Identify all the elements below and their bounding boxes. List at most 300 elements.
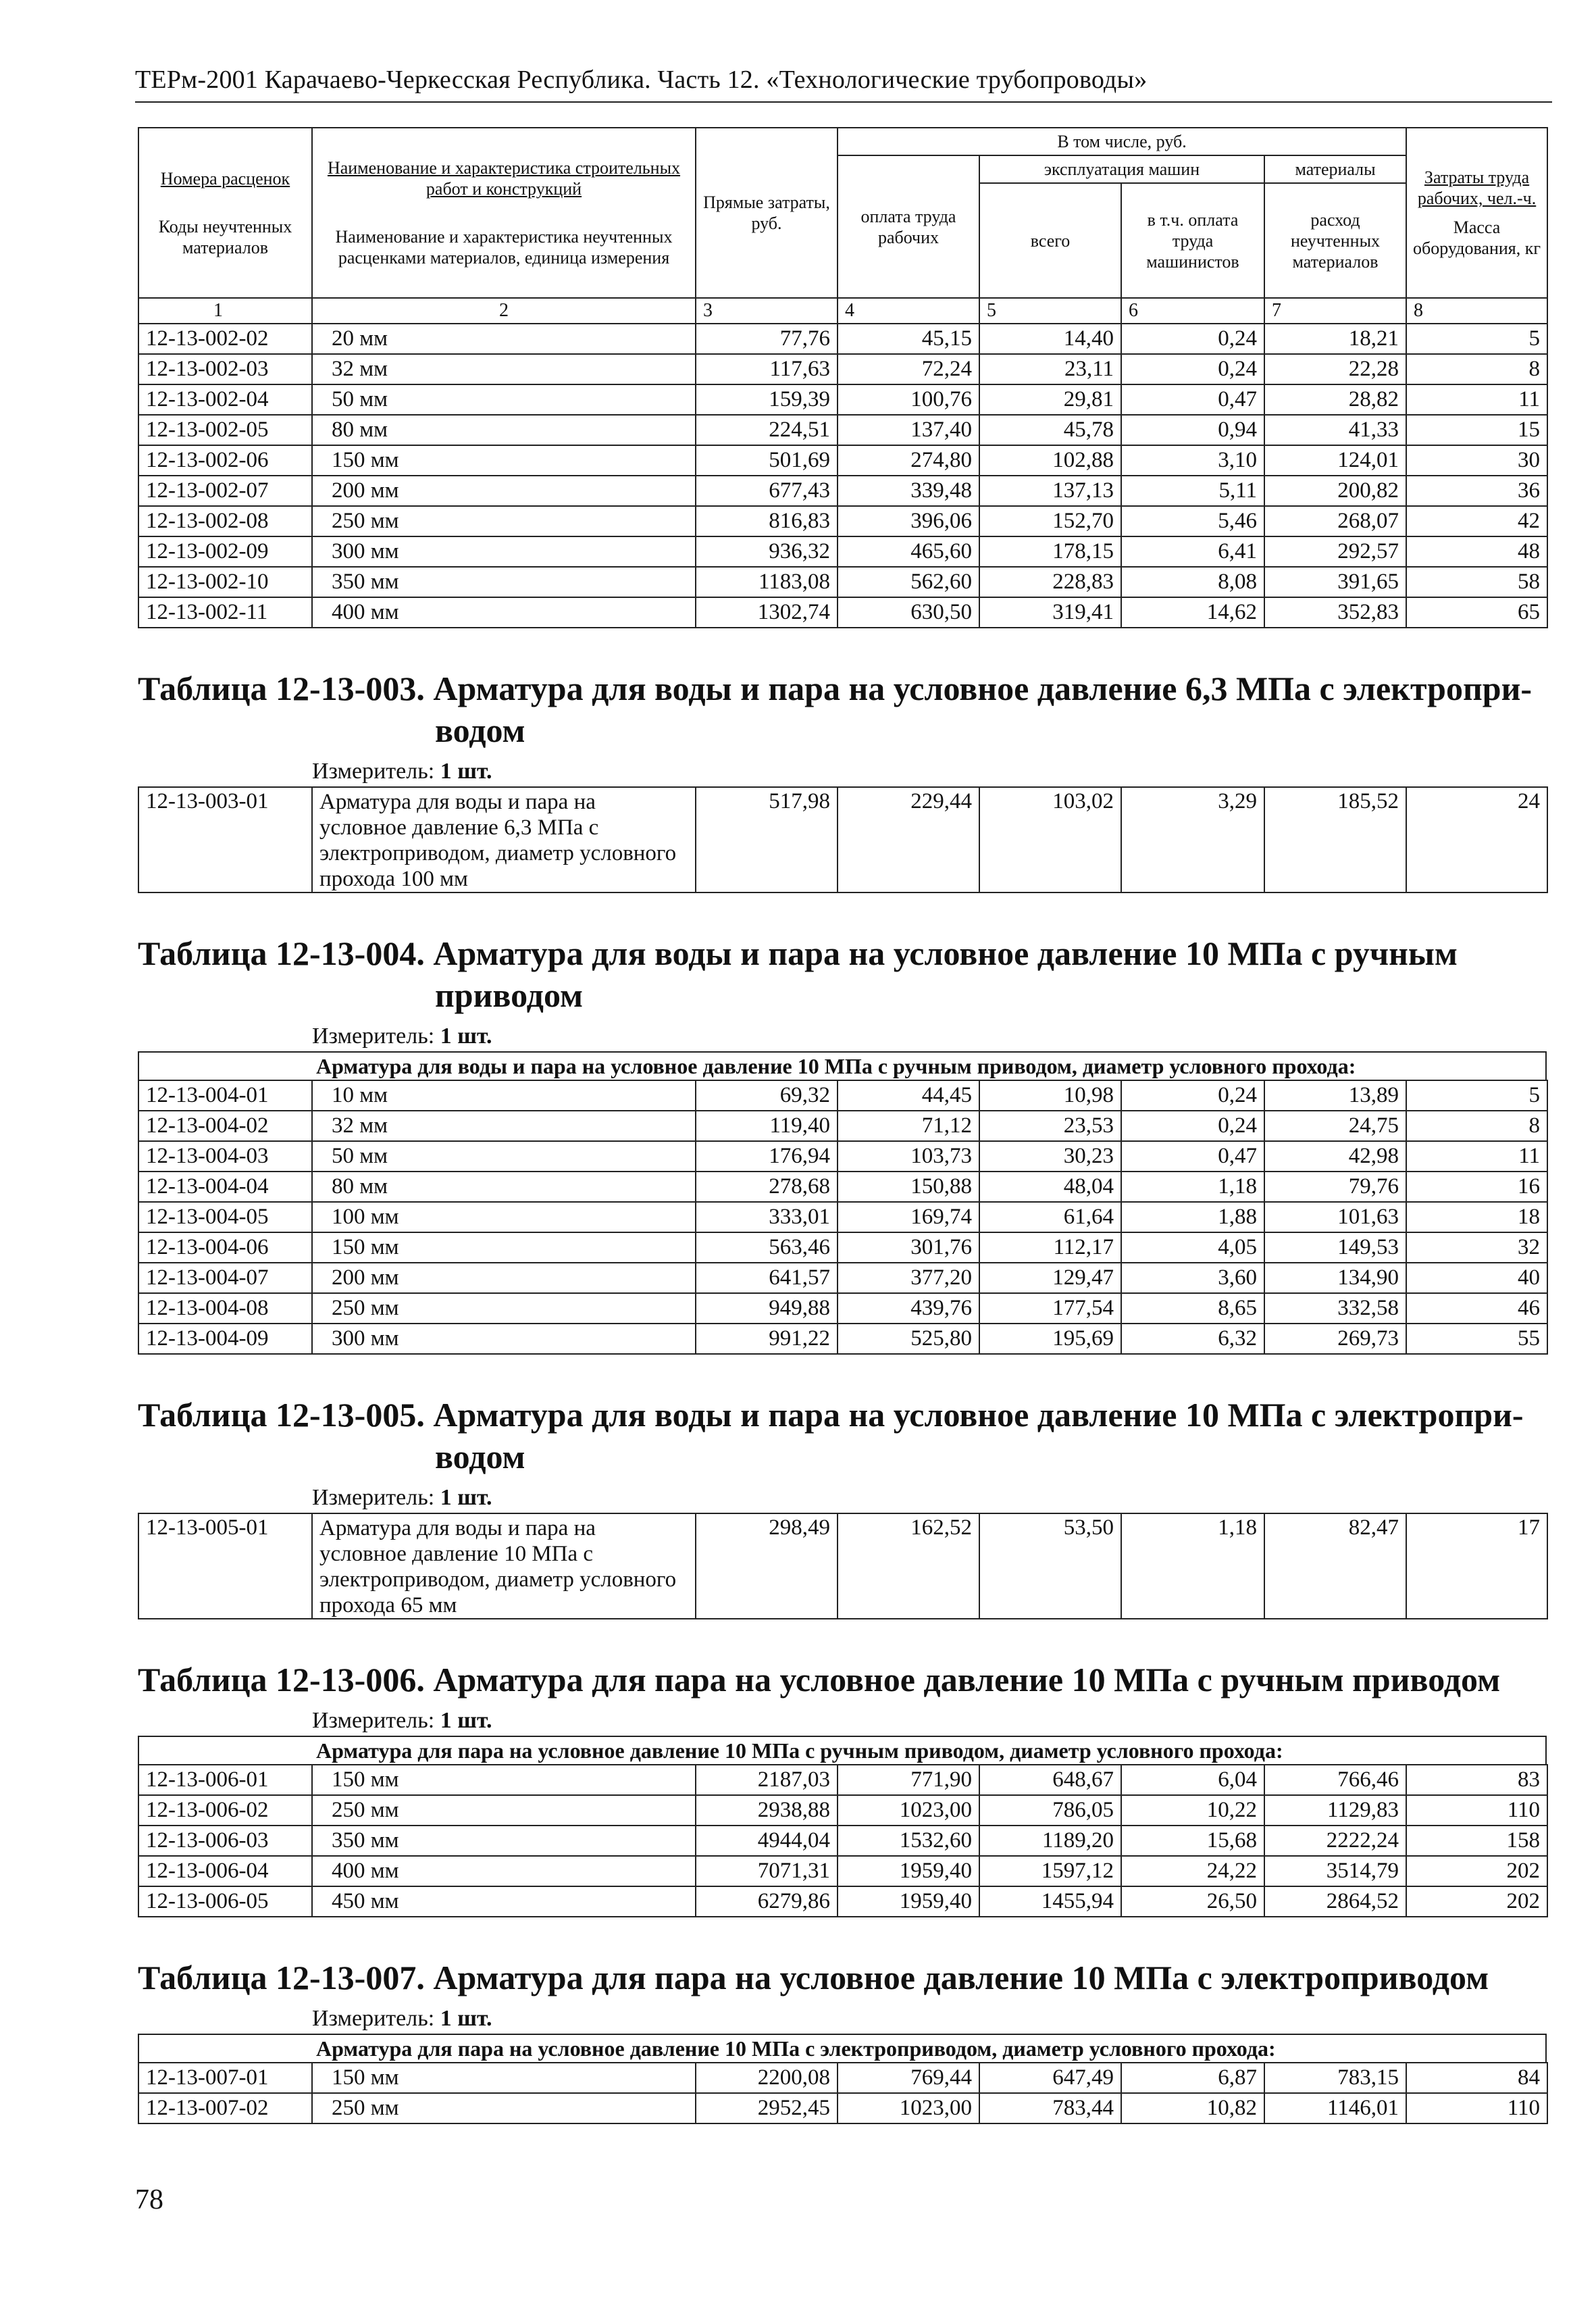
- table-007-note: Арматура для пара на условное давление 10 МПа с электроприводом, диаметр условного прохода:: [138, 2034, 1547, 2062]
- table-row: [138, 415, 1547, 445]
- labor-mass-cell: 46: [1406, 1293, 1547, 1324]
- work-name-cell: 350 мм: [312, 567, 696, 597]
- worker-pay-cell: 439,76: [838, 1293, 979, 1324]
- labor-mass-cell: 202: [1406, 1856, 1547, 1886]
- material-usage-cell: 783,15: [1264, 2063, 1406, 2093]
- work-name-cell: 32 мм: [312, 1111, 696, 1141]
- table-header-row: [138, 128, 1547, 155]
- operator-pay-cell: 14,62: [1121, 597, 1264, 628]
- material-usage-cell: 200,82: [1264, 476, 1406, 506]
- worker-pay-cell: 630,50: [838, 597, 979, 628]
- direct-costs-cell: 333,01: [696, 1202, 838, 1232]
- machine-total-cell: 648,67: [979, 1765, 1121, 1795]
- table-006-rows: [138, 1765, 1547, 1917]
- work-name-cell: 400 мм: [312, 597, 696, 628]
- material-usage-cell: 149,53: [1264, 1232, 1406, 1263]
- direct-costs-cell: 641,57: [696, 1263, 838, 1293]
- work-name-cell: 50 мм: [312, 1141, 696, 1172]
- table-003: [138, 786, 1548, 893]
- machine-total-cell: 647,49: [979, 2063, 1121, 2093]
- operator-pay-cell: 1,88: [1121, 1202, 1264, 1232]
- labor-mass-cell: 110: [1406, 2093, 1547, 2123]
- operator-pay-cell: 8,65: [1121, 1293, 1264, 1324]
- work-name-cell: 200 мм: [312, 476, 696, 506]
- operator-pay-cell: 5,11: [1121, 476, 1264, 506]
- direct-costs-cell: 119,40: [696, 1111, 838, 1141]
- table-004: [138, 1080, 1548, 1355]
- operator-pay-cell: 3,10: [1121, 445, 1264, 476]
- rate-code-cell: 12-13-002-08: [138, 506, 312, 536]
- table-row: [138, 1324, 1547, 1354]
- material-usage-cell: 1129,83: [1264, 1795, 1406, 1826]
- material-usage-cell: 3514,79: [1264, 1856, 1406, 1886]
- table-006-note: Арматура для пара на условное давление 10 МПа с ручным приводом, диаметр условного прохода:: [138, 1736, 1547, 1764]
- labor-mass-cell: 32: [1406, 1232, 1547, 1263]
- machine-total-cell: 30,23: [979, 1141, 1121, 1172]
- column-number: 5: [979, 298, 1121, 324]
- header-work-name: Наименование и характеристика строительных работ и конструкций Наименование и характеристика неучтенных расценками материалов, единица измерения: [312, 128, 696, 298]
- operator-pay-cell: 10,22: [1121, 1795, 1264, 1826]
- operator-pay-cell: 0,24: [1121, 354, 1264, 384]
- material-usage-cell: 13,89: [1264, 1080, 1406, 1111]
- labor-mass-cell: 11: [1406, 384, 1547, 415]
- material-usage-cell: 1146,01: [1264, 2093, 1406, 2123]
- header-labor-mass: Затраты труда рабочих, чел.-ч. Масса оборудования, кг: [1406, 128, 1547, 298]
- table-004-measure: Измеритель: 1 шт.: [312, 1024, 492, 1049]
- material-usage-cell: 28,82: [1264, 384, 1406, 415]
- work-name-cell: 150 мм: [312, 1232, 696, 1263]
- work-name-cell: 150 мм: [312, 1765, 696, 1795]
- labor-mass-cell: 36: [1406, 476, 1547, 506]
- labor-mass-cell: 65: [1406, 597, 1547, 628]
- worker-pay-cell: 1959,40: [838, 1886, 979, 1917]
- rate-code-cell: 12-13-004-07: [138, 1263, 312, 1293]
- labor-mass-cell: 18: [1406, 1202, 1547, 1232]
- header-worker-pay: оплата труда рабочих: [838, 155, 979, 298]
- operator-pay-cell: 3,60: [1121, 1263, 1264, 1293]
- table-row: [138, 476, 1547, 506]
- direct-costs-cell: 677,43: [696, 476, 838, 506]
- labor-mass-cell: 55: [1406, 1324, 1547, 1354]
- rate-code-cell: 12-13-003-01: [138, 787, 312, 892]
- work-name-cell: 150 мм: [312, 2063, 696, 2093]
- machine-total-cell: 129,47: [979, 1263, 1121, 1293]
- work-name-cell: 50 мм: [312, 384, 696, 415]
- rate-code-cell: 12-13-006-03: [138, 1826, 312, 1856]
- labor-mass-cell: 24: [1406, 787, 1547, 892]
- material-usage-cell: 391,65: [1264, 567, 1406, 597]
- operator-pay-cell: 24,22: [1121, 1856, 1264, 1886]
- table-row: [138, 2093, 1547, 2123]
- page-header: ТЕРм-2001 Карачаево-Черкесская Республика. Часть 12. «Технологические трубопроводы»: [135, 66, 1148, 94]
- direct-costs-cell: 936,32: [696, 536, 838, 567]
- rate-code-cell: 12-13-004-08: [138, 1293, 312, 1324]
- work-name-cell: Арматура для воды и пара на условное давление 10 МПа с электроприводом, диаметр условного прохода 65 мм: [312, 1513, 696, 1619]
- column-number-row: [138, 298, 1547, 324]
- labor-mass-cell: 8: [1406, 1111, 1547, 1141]
- header-incl-group: В том числе, руб.: [838, 128, 1406, 155]
- table-005: [138, 1513, 1548, 1619]
- column-number: 4: [838, 298, 979, 324]
- machine-total-cell: 48,04: [979, 1172, 1121, 1202]
- rate-code-cell: 12-13-007-01: [138, 2063, 312, 2093]
- labor-mass-cell: 158: [1406, 1826, 1547, 1856]
- header-divider: [135, 101, 1552, 103]
- direct-costs-cell: 7071,31: [696, 1856, 838, 1886]
- work-name-cell: 80 мм: [312, 1172, 696, 1202]
- table-004-note: Арматура для воды и пара на условное давление 10 МПа с ручным приводом, диаметр условного прохода:: [138, 1051, 1547, 1080]
- machine-total-cell: 228,83: [979, 567, 1121, 597]
- worker-pay-cell: 1023,00: [838, 1795, 979, 1826]
- column-number: 8: [1406, 298, 1547, 324]
- worker-pay-cell: 1532,60: [838, 1826, 979, 1856]
- header-materials: материалы: [1264, 155, 1406, 183]
- worker-pay-cell: 72,24: [838, 354, 979, 384]
- machine-total-cell: 319,41: [979, 597, 1121, 628]
- table-row: [138, 2063, 1547, 2093]
- work-name-cell: 80 мм: [312, 415, 696, 445]
- labor-mass-cell: 48: [1406, 536, 1547, 567]
- table-004-rows: [138, 1080, 1547, 1354]
- worker-pay-cell: 562,60: [838, 567, 979, 597]
- work-name-cell: 250 мм: [312, 1795, 696, 1826]
- work-name-cell: 250 мм: [312, 1293, 696, 1324]
- labor-mass-cell: 30: [1406, 445, 1547, 476]
- rate-code-cell: 12-13-002-03: [138, 354, 312, 384]
- work-name-cell: 20 мм: [312, 324, 696, 354]
- worker-pay-cell: 162,52: [838, 1513, 979, 1619]
- material-usage-cell: 82,47: [1264, 1513, 1406, 1619]
- machine-total-cell: 23,11: [979, 354, 1121, 384]
- material-usage-cell: 332,58: [1264, 1293, 1406, 1324]
- rate-code-cell: 12-13-004-06: [138, 1232, 312, 1263]
- worker-pay-cell: 769,44: [838, 2063, 979, 2093]
- work-name-cell: 32 мм: [312, 354, 696, 384]
- operator-pay-cell: 10,82: [1121, 2093, 1264, 2123]
- labor-mass-cell: 17: [1406, 1513, 1547, 1619]
- column-number: 6: [1121, 298, 1264, 324]
- material-usage-cell: 79,76: [1264, 1172, 1406, 1202]
- operator-pay-cell: 0,24: [1121, 324, 1264, 354]
- material-usage-cell: 352,83: [1264, 597, 1406, 628]
- rate-code-cell: 12-13-006-01: [138, 1765, 312, 1795]
- operator-pay-cell: 0,47: [1121, 384, 1264, 415]
- rate-code-cell: 12-13-004-05: [138, 1202, 312, 1232]
- material-usage-cell: 24,75: [1264, 1111, 1406, 1141]
- rate-code-cell: 12-13-004-09: [138, 1324, 312, 1354]
- header-operator-pay: в т.ч. оплата труда машинистов: [1121, 183, 1264, 298]
- table-row: [138, 1795, 1547, 1826]
- rate-code-cell: 12-13-002-11: [138, 597, 312, 628]
- table-row: [138, 1293, 1547, 1324]
- direct-costs-cell: 563,46: [696, 1232, 838, 1263]
- direct-costs-cell: 224,51: [696, 415, 838, 445]
- worker-pay-cell: 1023,00: [838, 2093, 979, 2123]
- labor-mass-cell: 5: [1406, 1080, 1547, 1111]
- worker-pay-cell: 150,88: [838, 1172, 979, 1202]
- direct-costs-cell: 159,39: [696, 384, 838, 415]
- column-number: 7: [1264, 298, 1406, 324]
- machine-total-cell: 102,88: [979, 445, 1121, 476]
- material-usage-cell: 766,46: [1264, 1765, 1406, 1795]
- work-name-cell: 200 мм: [312, 1263, 696, 1293]
- table-row: [138, 324, 1547, 354]
- page-number: 78: [135, 2184, 163, 2215]
- table-003-measure: Измеритель: 1 шт.: [312, 759, 492, 784]
- material-usage-cell: 185,52: [1264, 787, 1406, 892]
- table-003-rows: [138, 787, 1547, 892]
- worker-pay-cell: 301,76: [838, 1232, 979, 1263]
- header-total: всего: [979, 183, 1121, 298]
- machine-total-cell: 177,54: [979, 1293, 1121, 1324]
- worker-pay-cell: 169,74: [838, 1202, 979, 1232]
- table-row: [138, 1111, 1547, 1141]
- operator-pay-cell: 0,24: [1121, 1080, 1264, 1111]
- rate-code-cell: 12-13-006-04: [138, 1856, 312, 1886]
- work-name-cell: Арматура для воды и пара на условное давление 6,3 МПа с электроприводом, диаметр условного прохода 100 мм: [312, 787, 696, 892]
- labor-mass-cell: 5: [1406, 324, 1547, 354]
- column-number: 1: [138, 298, 312, 324]
- worker-pay-cell: 396,06: [838, 506, 979, 536]
- worker-pay-cell: 771,90: [838, 1765, 979, 1795]
- material-usage-cell: 18,21: [1264, 324, 1406, 354]
- column-number: 2: [312, 298, 696, 324]
- direct-costs-cell: 2952,45: [696, 2093, 838, 2123]
- labor-mass-cell: 42: [1406, 506, 1547, 536]
- operator-pay-cell: 26,50: [1121, 1886, 1264, 1917]
- labor-mass-cell: 110: [1406, 1795, 1547, 1826]
- material-usage-cell: 101,63: [1264, 1202, 1406, 1232]
- rate-code-cell: 12-13-006-02: [138, 1795, 312, 1826]
- labor-mass-cell: 84: [1406, 2063, 1547, 2093]
- material-usage-cell: 42,98: [1264, 1141, 1406, 1172]
- direct-costs-cell: 2938,88: [696, 1795, 838, 1826]
- material-usage-cell: 292,57: [1264, 536, 1406, 567]
- rate-code-cell: 12-13-002-02: [138, 324, 312, 354]
- table-row: [138, 787, 1547, 892]
- direct-costs-cell: 501,69: [696, 445, 838, 476]
- work-name-cell: 150 мм: [312, 445, 696, 476]
- operator-pay-cell: 1,18: [1121, 1172, 1264, 1202]
- table-row: [138, 597, 1547, 628]
- rate-code-cell: 12-13-004-01: [138, 1080, 312, 1111]
- direct-costs-cell: 117,63: [696, 354, 838, 384]
- operator-pay-cell: 0,24: [1121, 1111, 1264, 1141]
- operator-pay-cell: 1,18: [1121, 1513, 1264, 1619]
- worker-pay-cell: 45,15: [838, 324, 979, 354]
- rate-code-cell: 12-13-002-05: [138, 415, 312, 445]
- labor-mass-cell: 11: [1406, 1141, 1547, 1172]
- table-004-title: Таблица 12-13-004. Арматура для воды и пара на условное давление 10 МПа с ручным приводом: [138, 934, 1458, 1014]
- header-rate-codes: Номера расценок Коды неучтенных материалов: [138, 128, 312, 298]
- direct-costs-cell: 77,76: [696, 324, 838, 354]
- operator-pay-cell: 0,47: [1121, 1141, 1264, 1172]
- direct-costs-cell: 4944,04: [696, 1826, 838, 1856]
- work-name-cell: 400 мм: [312, 1856, 696, 1886]
- machine-total-cell: 152,70: [979, 506, 1121, 536]
- machine-total-cell: 178,15: [979, 536, 1121, 567]
- table-006-measure: Измеритель: 1 шт.: [312, 1708, 492, 1733]
- direct-costs-cell: 69,32: [696, 1080, 838, 1111]
- direct-costs-cell: 1302,74: [696, 597, 838, 628]
- table-007-title: Таблица 12-13-007. Арматура для пара на условное давление 10 МПа с электроприводом: [138, 1959, 1489, 1996]
- table-row: [138, 1886, 1547, 1917]
- machine-total-cell: 1597,12: [979, 1856, 1121, 1886]
- work-name-cell: 250 мм: [312, 506, 696, 536]
- direct-costs-cell: 949,88: [696, 1293, 838, 1324]
- labor-mass-cell: 8: [1406, 354, 1547, 384]
- rate-code-cell: 12-13-002-04: [138, 384, 312, 415]
- table-row: [138, 1202, 1547, 1232]
- machine-total-cell: 137,13: [979, 476, 1121, 506]
- worker-pay-cell: 465,60: [838, 536, 979, 567]
- material-usage-cell: 22,28: [1264, 354, 1406, 384]
- table-002-rows: [138, 324, 1547, 628]
- machine-total-cell: 112,17: [979, 1232, 1121, 1263]
- operator-pay-cell: 6,87: [1121, 2063, 1264, 2093]
- direct-costs-cell: 991,22: [696, 1324, 838, 1354]
- rate-code-cell: 12-13-002-07: [138, 476, 312, 506]
- material-usage-cell: 2222,24: [1264, 1826, 1406, 1856]
- material-usage-cell: 134,90: [1264, 1263, 1406, 1293]
- worker-pay-cell: 274,80: [838, 445, 979, 476]
- operator-pay-cell: 3,29: [1121, 787, 1264, 892]
- machine-total-cell: 1189,20: [979, 1826, 1121, 1856]
- material-usage-cell: 124,01: [1264, 445, 1406, 476]
- rate-code-cell: 12-13-004-04: [138, 1172, 312, 1202]
- worker-pay-cell: 525,80: [838, 1324, 979, 1354]
- table-003-title: Таблица 12-13-003. Арматура для воды и пара на условное давление 6,3 МПа с электропри- водом: [138, 670, 1533, 749]
- table-row: [138, 567, 1547, 597]
- machine-total-cell: 23,53: [979, 1111, 1121, 1141]
- operator-pay-cell: 5,46: [1121, 506, 1264, 536]
- direct-costs-cell: 816,83: [696, 506, 838, 536]
- labor-mass-cell: 15: [1406, 415, 1547, 445]
- work-name-cell: 300 мм: [312, 1324, 696, 1354]
- table-row: [138, 354, 1547, 384]
- material-usage-cell: 2864,52: [1264, 1886, 1406, 1917]
- rate-code-cell: 12-13-006-05: [138, 1886, 312, 1917]
- operator-pay-cell: 8,08: [1121, 567, 1264, 597]
- table-row: [138, 1765, 1547, 1795]
- operator-pay-cell: 6,41: [1121, 536, 1264, 567]
- material-usage-cell: 41,33: [1264, 415, 1406, 445]
- rate-code-cell: 12-13-002-09: [138, 536, 312, 567]
- worker-pay-cell: 1959,40: [838, 1856, 979, 1886]
- direct-costs-cell: 6279,86: [696, 1886, 838, 1917]
- rate-code-cell: 12-13-002-06: [138, 445, 312, 476]
- table-005-measure: Измеритель: 1 шт.: [312, 1485, 492, 1510]
- operator-pay-cell: 0,94: [1121, 415, 1264, 445]
- operator-pay-cell: 15,68: [1121, 1826, 1264, 1856]
- work-name-cell: 300 мм: [312, 536, 696, 567]
- header-direct-costs: Прямые затраты, руб.: [696, 128, 838, 298]
- direct-costs-cell: 2200,08: [696, 2063, 838, 2093]
- table-007-rows: [138, 2063, 1547, 2123]
- work-name-cell: 250 мм: [312, 2093, 696, 2123]
- table-row: [138, 1172, 1547, 1202]
- direct-costs-cell: 517,98: [696, 787, 838, 892]
- worker-pay-cell: 137,40: [838, 415, 979, 445]
- worker-pay-cell: 339,48: [838, 476, 979, 506]
- table-row: [138, 1513, 1547, 1619]
- machine-total-cell: 29,81: [979, 384, 1121, 415]
- direct-costs-cell: 2187,03: [696, 1765, 838, 1795]
- direct-costs-cell: 298,49: [696, 1513, 838, 1619]
- rate-code-cell: 12-13-005-01: [138, 1513, 312, 1619]
- worker-pay-cell: 100,76: [838, 384, 979, 415]
- rate-code-cell: 12-13-007-02: [138, 2093, 312, 2123]
- labor-mass-cell: 58: [1406, 567, 1547, 597]
- direct-costs-cell: 176,94: [696, 1141, 838, 1172]
- work-name-cell: 350 мм: [312, 1826, 696, 1856]
- work-name-cell: 450 мм: [312, 1886, 696, 1917]
- labor-mass-cell: 16: [1406, 1172, 1547, 1202]
- material-usage-cell: 269,73: [1264, 1324, 1406, 1354]
- table-006-title: Таблица 12-13-006. Арматура для пара на условное давление 10 МПа с ручным приводом: [138, 1661, 1501, 1699]
- table-row: [138, 1141, 1547, 1172]
- table-006: [138, 1764, 1548, 1917]
- table-row: [138, 1232, 1547, 1263]
- rate-code-cell: 12-13-004-03: [138, 1141, 312, 1172]
- table-row: [138, 1826, 1547, 1856]
- table-row: [138, 1080, 1547, 1111]
- machine-total-cell: 61,64: [979, 1202, 1121, 1232]
- table-row: [138, 536, 1547, 567]
- table-007-measure: Измеритель: 1 шт.: [312, 2006, 492, 2031]
- table-row: [138, 1856, 1547, 1886]
- direct-costs-cell: 1183,08: [696, 567, 838, 597]
- work-name-cell: 100 мм: [312, 1202, 696, 1232]
- header-material-usage: расход неучтенных материалов: [1264, 183, 1406, 298]
- document-body: [138, 127, 1547, 2124]
- labor-mass-cell: 40: [1406, 1263, 1547, 1293]
- header-machine-operation: эксплуатация машин: [979, 155, 1264, 183]
- table-005-title: Таблица 12-13-005. Арматура для воды и пара на условное давление 10 МПа с электропри- водом: [138, 1396, 1524, 1476]
- table-005-rows: [138, 1513, 1547, 1619]
- machine-total-cell: 103,02: [979, 787, 1121, 892]
- material-usage-cell: 268,07: [1264, 506, 1406, 536]
- operator-pay-cell: 4,05: [1121, 1232, 1264, 1263]
- worker-pay-cell: 44,45: [838, 1080, 979, 1111]
- rates-table-header-and-002: [138, 127, 1548, 628]
- machine-total-cell: 53,50: [979, 1513, 1121, 1619]
- rate-code-cell: 12-13-002-10: [138, 567, 312, 597]
- rate-code-cell: 12-13-004-02: [138, 1111, 312, 1141]
- machine-total-cell: 14,40: [979, 324, 1121, 354]
- machine-total-cell: 783,44: [979, 2093, 1121, 2123]
- worker-pay-cell: 229,44: [838, 787, 979, 892]
- machine-total-cell: 10,98: [979, 1080, 1121, 1111]
- table-row: [138, 384, 1547, 415]
- work-name-cell: 10 мм: [312, 1080, 696, 1111]
- worker-pay-cell: 377,20: [838, 1263, 979, 1293]
- worker-pay-cell: 71,12: [838, 1111, 979, 1141]
- column-number: 3: [696, 298, 838, 324]
- table-row: [138, 506, 1547, 536]
- labor-mass-cell: 202: [1406, 1886, 1547, 1917]
- machine-total-cell: 1455,94: [979, 1886, 1121, 1917]
- machine-total-cell: 195,69: [979, 1324, 1121, 1354]
- operator-pay-cell: 6,04: [1121, 1765, 1264, 1795]
- table-007: [138, 2062, 1548, 2124]
- direct-costs-cell: 278,68: [696, 1172, 838, 1202]
- table-row: [138, 445, 1547, 476]
- machine-total-cell: 786,05: [979, 1795, 1121, 1826]
- operator-pay-cell: 6,32: [1121, 1324, 1264, 1354]
- labor-mass-cell: 83: [1406, 1765, 1547, 1795]
- table-row: [138, 1263, 1547, 1293]
